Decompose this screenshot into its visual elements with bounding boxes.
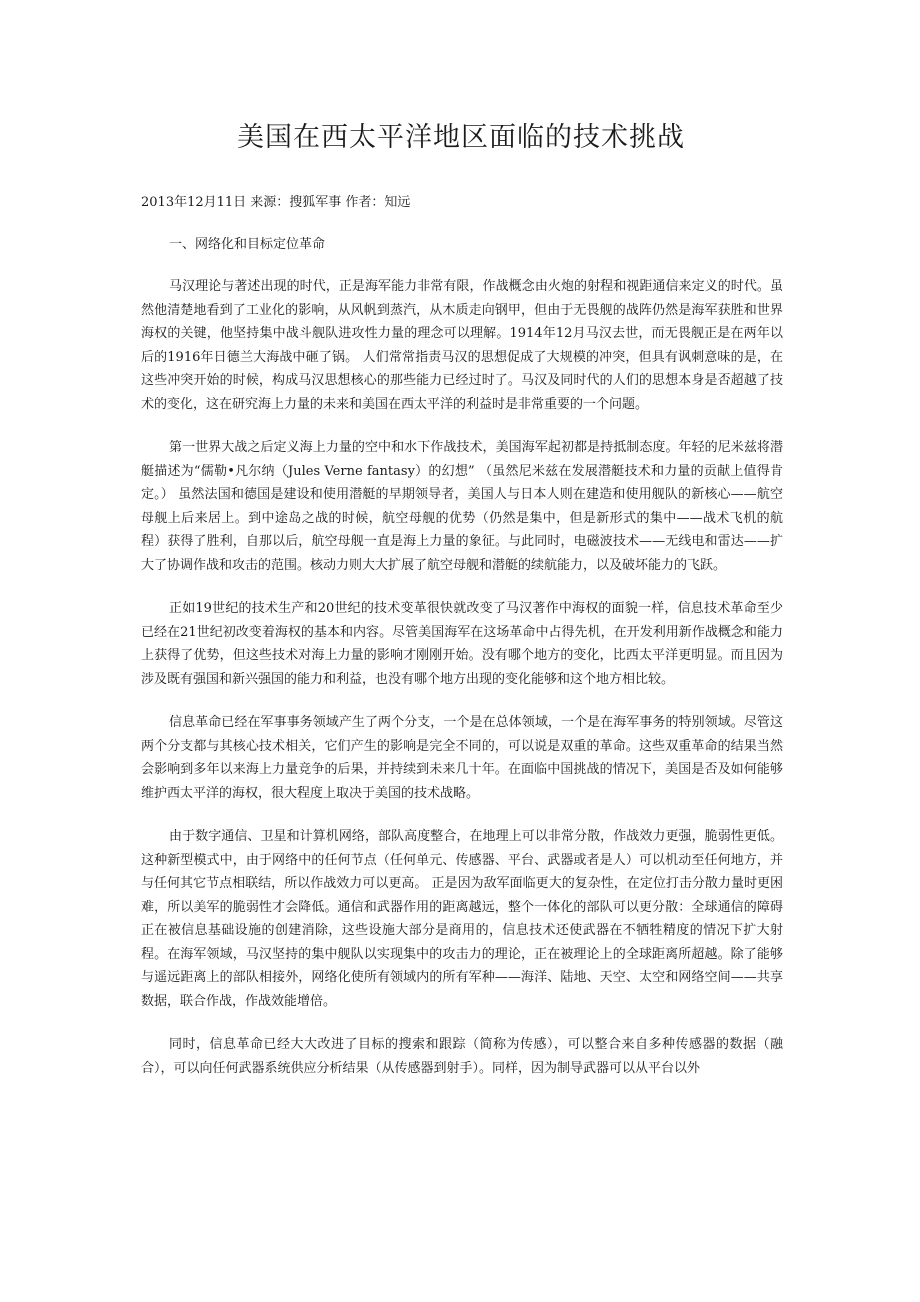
paragraph: 由于数字通信、卫星和计算机网络，部队高度整合，在地理上可以非常分散，作战效力更强，脆弱性更低。这种新型模式中，由于网络中的任何节点（任何单元、传感器、平台、武器或者是人）可以机动至任何地方，并与任何其它节点相联结，所以作战效力可以更高。 正是因为敌军面临更大的复杂性，在定位打击分散力量时更困难，所以美军的脆弱性才会降低。通信和武器作用的距离越远，整个一体化的部队可以更分散：全球通信的障碍正在被信息基础设施的创建消除，这些设施大部分是商用的，信息技术还使武器在不牺牲精度的情况下扩大射程。在海军领域，马汉坚持的集中舰队以实现集中的攻击力的理论，正在被理论上的全球距离所超越。除了能够与遥远距离上的部队相接外，网络化使所有领域内的所有军种——海洋、陆地、天空、太空和网络空间——共享数据，联合作战，作战效能增倍。 xyxy=(141,829,783,1009)
paragraph: 同时，信息革命已经大大改进了目标的搜索和跟踪（简称为传感），可以整合来自多种传感器的数据（融合），可以向任何武器系统供应分析结果（从传感器到射手）。同样，因为制导武器可以从平台以外 xyxy=(141,1037,783,1076)
article-title: 美国在西太平洋地区面临的技术挑战 xyxy=(237,122,685,153)
paragraph: 信息革命已经在军事事务领域产生了两个分支，一个是在总体领域，一个是在海军事务的特别领域。尽管这两个分支都与其核心技术相关，它们产生的影响是完全不同的，可以说是双重的革命。这些双重革命的结果当然会影响到多年以来海上力量竞争的后果，并持续到未来几十年。在面临中国挑战的情况下，美国是否及如何能够维护西太平洋的海权，很大程度上取决于美国的技术战略。 xyxy=(141,715,783,801)
section-heading: 一、网络化和目标定位革命 xyxy=(169,237,326,252)
paragraph: 马汉理论与著述出现的时代，正是海军能力非常有限，作战概念由火炮的射程和视距通信来定义的时代。虽然他清楚地看到了工业化的影响，从风帆到蒸汽，从木质走向钢甲，但由于无畏舰的战阵仍然是海军获胜和世界海权的关键，他坚持集中战斗舰队进攻性力量的理念可以理解。1914年12月马汉去世，而无畏舰正是在两年以后的1916年日德兰大海战中砸了锅。 人们常常指责马汉的思想促成了大规模的冲突，但具有讽刺意味的是，在这些冲突开始的时候，构成马汉思想核心的那些能力已经过时了。马汉及同时代的人们的思想本身是否超越了技术的变化，这在研究海上力量的未来和美国在西太平洋的利益时是非常重要的一个问题。 xyxy=(141,279,783,412)
paragraph: 第一世界大战之后定义海上力量的空中和水下作战技术，美国海军起初都是持抵制态度。年轻的尼米兹将潜艇描述为“儒勒•凡尔纳（Jules Verne fantasy）的幻想” （虽然尼米兹在发展潜艇技术和力量的贡献上值得肯定。） 虽然法国和德国是建设和使用潜艇的早期领导者，美国人与日本人则在建造和使用舰队的新核心——航空母舰上后来居上。到中途岛之战的时候，航空母舰的优势（仍然是集中，但是新形式的集中——战术飞机的航程）获得了胜利，自那以后，航空母舰一直是海上力量的象征。与此同时，电磁波技术——无线电和雷达——扩大了协调作战和攻击的范围。核动力则大大扩展了航空母舰和潜艇的续航能力，以及破坏能力的飞跃。 xyxy=(141,440,783,573)
article-body xyxy=(141,275,783,1080)
article-meta: 2013年12月11日 来源：搜狐军事 作者：知远 xyxy=(141,195,411,210)
paragraph: 正如19世纪的技术生产和20世纪的技术变革很快就改变了马汉著作中海权的面貌一样，信息技术革命至少已经在21世纪初改变着海权的基本和内容。尽管美国海军在这场革命中占得先机，在开发利用新作战概念和能力上获得了优势，但这些技术对海上力量的影响才刚刚开始。没有哪个地方的变化，比西太平洋更明显。而且因为涉及既有强国和新兴强国的能力和利益，也没有哪个地方出现的变化能够和这个地方相比较。 xyxy=(141,601,783,687)
